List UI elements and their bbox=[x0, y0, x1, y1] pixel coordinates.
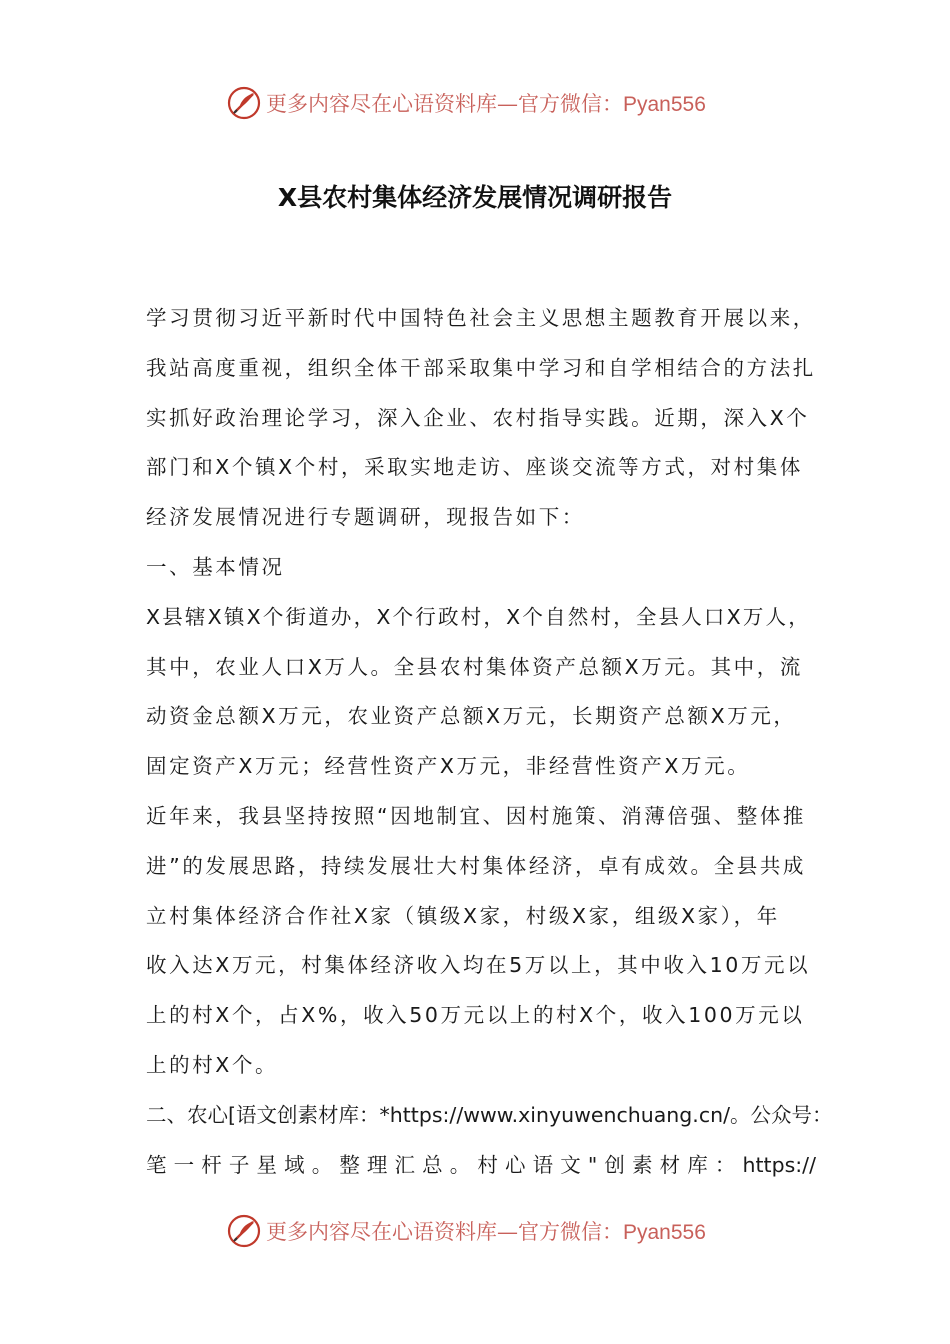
body-line: 其中，农业人口X万人。全县农村集体资产总额X万元。其中，流 bbox=[146, 654, 803, 679]
quill-logo-icon bbox=[226, 85, 262, 121]
body-line: 我站高度重视，组织全体干部采取集中学习和自学相结合的方法扎 bbox=[146, 355, 816, 380]
body-line: 实抓好政治理论学习，深入企业、农村指导实践。近期，深入X个 bbox=[146, 405, 810, 430]
body-line: 学习贯彻习近平新时代中国特色社会主义思想主题教育开展以来， bbox=[146, 306, 816, 330]
footer-watermark bbox=[0, 1210, 950, 1250]
body-line: 上的村X个，占X%，收入50万元以上的村X个，收入100万元以 bbox=[146, 1003, 805, 1028]
body-line: 近年来，我县坚持按照“因地制宜、因村施策、消薄倍强、整体推 bbox=[146, 803, 807, 828]
document-body bbox=[146, 298, 833, 1194]
header-watermark bbox=[0, 82, 950, 122]
quill-logo-icon bbox=[226, 1213, 262, 1249]
watermark-wechat-id: Pyan556 bbox=[623, 93, 706, 116]
body-line: 上的村X个。 bbox=[146, 1052, 279, 1077]
watermark-text: 更多内容尽在心语资料库—官方微信： bbox=[266, 92, 623, 116]
watermark-text: 更多内容尽在心语资料库—官方微信： bbox=[266, 1220, 623, 1244]
body-line: 动资金总额X万元，农业资产总额X万元，长期资产总额X万元， bbox=[146, 704, 797, 729]
watermark-wechat-id: Pyan556 bbox=[623, 1221, 706, 1244]
body-line: 进”的发展思路，持续发展壮大村集体经济，卓有成效。全县共成 bbox=[146, 853, 807, 878]
body-line: 部门和X个镇X个村，采取实地走访、座谈交流等方式，对村集体 bbox=[146, 455, 803, 480]
body-line: 经济发展情况进行专题调研，现报告如下： bbox=[146, 505, 585, 530]
document-title: X县农村集体经济发展情况调研报告 bbox=[277, 183, 673, 212]
section-heading: 二、农心[语文创素材库：*https://www.xinyuwenchuang.cn/。公众号： bbox=[146, 1102, 833, 1127]
body-line: X县辖X镇X个街道办，X个行政村，X个自然村，全县人口X万人， bbox=[146, 604, 811, 629]
body-line: 固定资产X万元；经营性资产X万元，非经营性资产X万元。 bbox=[146, 754, 751, 779]
body-line: 笔一杆子星域。整理汇总。村心语文"创素材库：https:// bbox=[146, 1152, 816, 1177]
body-line: 立村集体经济合作社X家（镇级X家，村级X家，组级X家），年 bbox=[146, 903, 780, 928]
body-line: 收入达X万元，村集体经济收入均在5万以上，其中收入10万元以 bbox=[146, 953, 811, 978]
section-heading: 一、基本情况 bbox=[146, 554, 285, 579]
